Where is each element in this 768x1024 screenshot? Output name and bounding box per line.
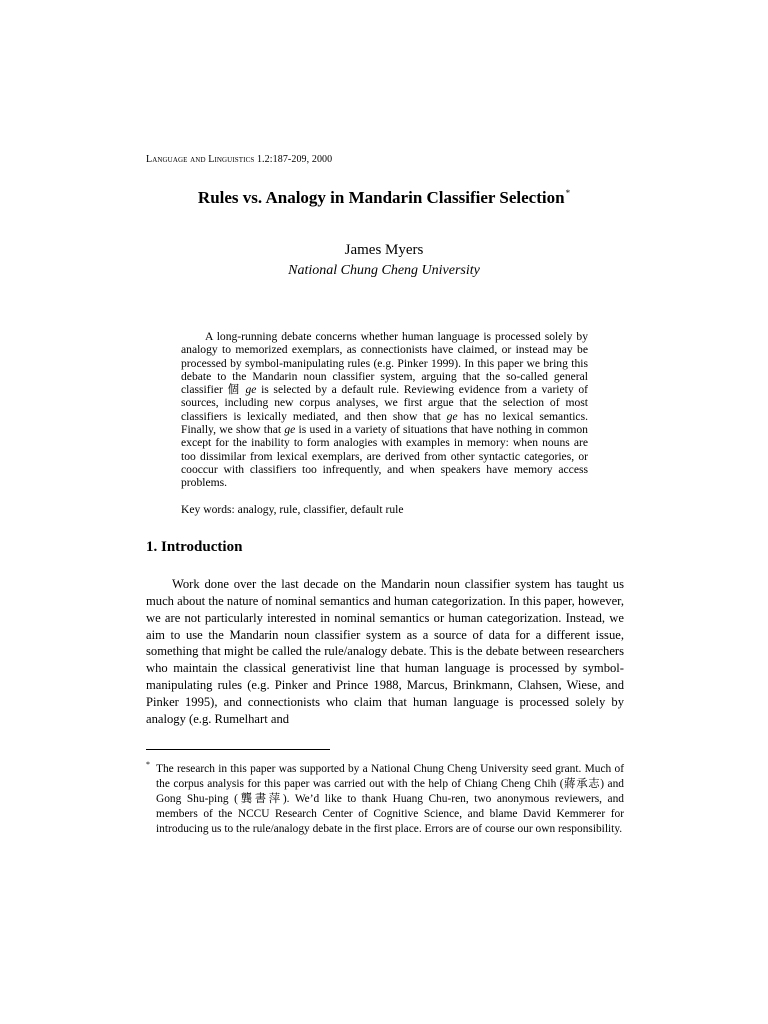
paper-title-text: Rules vs. Analogy in Mandarin Classifier Selection — [197, 188, 565, 207]
author-affiliation: National Chung Cheng University — [288, 263, 480, 278]
abstract-part-3: has no lexical semantics. Finally, we show that — [181, 409, 588, 437]
journal-word-and: and — [190, 154, 206, 165]
keywords: Key words: analogy, rule, classifier, default rule — [181, 503, 404, 516]
section-heading: 1. Introduction — [146, 539, 243, 555]
footnote-text: The research in this paper was supported by a National Chung Cheng University seed grant. Much of the corpus analysis for this paper was carried out with the help of Chiang Cheng Chih (蔣承志) and Gong Shu-ping (龔書萍). We’d like to thank Huang Chu-ren, two anonymous reviewers, and members of the NCCU Research Center of Cognitive Science, and blame David Kemmerer for introducing us to the rule/analogy debate in the first place. Errors are of course our own responsibility. — [156, 762, 624, 836]
author-name: James Myers — [344, 242, 424, 258]
abstract-part-1: A long-running debate concerns whether human language is processed solely by analogy to memorized exemplars, as connectionists have claimed, or instead may be processed by symbol-manipulating rules (e.g. Pinker 1999). In this paper we bring this debate to the Mandarin noun classifier system, arguing that the so-called general classifier 個 — [181, 330, 588, 397]
abstract — [181, 330, 588, 490]
footnote-mark: * — [146, 760, 150, 769]
abstract-part-4: is used in a variety of situations that have nothing in common except for the inability to form analogies with examples in memory: when nouns are too dissimilar from lexical exemplars, are derived from other syntactic categories, or cooccur with classifiers too infrequently, and when speakers have memory access problems. — [181, 423, 588, 490]
journal-citation: 1.2:187-209, 2000 — [256, 154, 333, 165]
running-head — [146, 154, 332, 165]
title-footnote-mark: * — [565, 188, 571, 199]
abstract-term-ge: ge — [284, 423, 296, 437]
journal-initial-2: L — [208, 154, 215, 165]
abstract-part-2: is selected by a default rule. Reviewing evidence from a variety of sources, including new corpus analyses, we first argue that the selection of most classifiers is lexically mediated, and then show that — [181, 383, 588, 423]
body-paragraph: Work done over the last decade on the Mandarin noun classifier system has taught us much about the nature of nominal semantics and human categorization. In this paper, however, we are not particularly interested in nominal semantics or human categorization. Instead, we aim to use the Mandarin noun classifier system as a source of data for a different issue, something that might be called the rule/analogy debate. This is the debate between researchers who maintain the classical generativist line that human language is processed by symbol-manipulating rules (e.g. Pinker and Prince 1988, Marcus, Brinkmann, Clahsen, Wiese, and Pinker 1995), and connectionists who claim that human language is processed solely by analogy (e.g. Rumelhart and — [146, 577, 624, 726]
abstract-term-ge: ge — [245, 383, 257, 397]
footnote — [146, 757, 624, 837]
abstract-term-ge: ge — [446, 409, 458, 423]
journal-word-1: anguage — [152, 154, 188, 165]
journal-initial-1: L — [146, 154, 153, 165]
journal-word-2: inguistics — [214, 154, 255, 165]
footnote-divider — [146, 749, 330, 750]
paper-title — [0, 188, 768, 208]
